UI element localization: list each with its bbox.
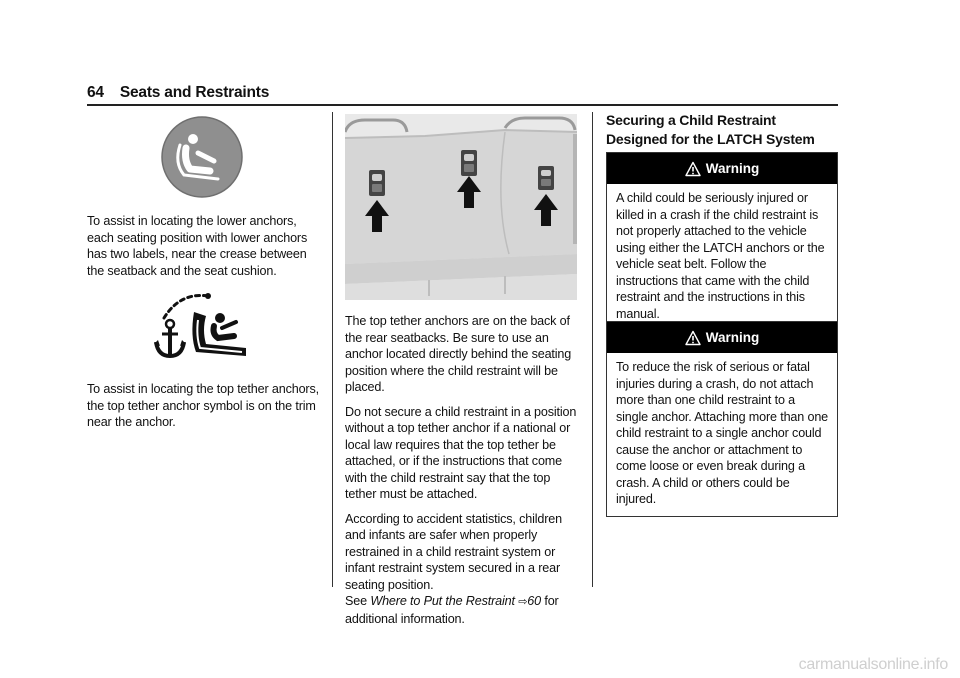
lower-anchor-symbol-icon: [160, 115, 244, 199]
top-tether-anchor-symbol-icon: [150, 290, 250, 362]
warning-label-2: Warning: [705, 330, 760, 345]
page-ref-arrow-icon: ⇨: [518, 596, 528, 608]
warning-label-1: Warning: [705, 161, 760, 176]
latch-section-title: Securing a Child Restraint Designed for the LATCH System: [606, 112, 815, 147]
see-text: See: [345, 594, 367, 608]
column-divider-right: [592, 112, 593, 587]
statistics-text: According to accident statistics, children and infants are safer when properly restrained in a child restraint system or infant restraint system secured in a rear seating position.: [345, 511, 562, 592]
rear-seatback-tether-anchors-photo: [345, 114, 577, 300]
warning-text-2: To reduce the risk of serious or fatal injuries during a crash, do not attach more than one child restraint to a single anchor. Attaching more than one child restraint to a single anchor could cause the anchor or attachment to come loose or even break during a crash. A child or others could be injured.: [616, 360, 829, 506]
watermark: carmanualsonline.info: [798, 656, 948, 673]
page-number: 64: [87, 84, 104, 101]
additional-info-text: for additional information.: [345, 594, 559, 626]
page-header: [87, 84, 269, 102]
top-tether-paragraph: To assist in locating the top tether anchors, the top tether anchor symbol is on the trim near the anchor.: [87, 382, 319, 429]
section-title: Seats and Restraints: [119, 84, 270, 101]
warning-triangle-icon: [685, 161, 701, 177]
warning-text-1: A child could be seriously injured or killed in a crash if the child restraint is not properly attached to the vehicle using either the LATCH anchors or the vehicle seat belt. Follow the instructions that came with the child restraint and the instructions in this manual.: [616, 191, 825, 321]
warning-header-2: [607, 322, 837, 353]
warning-box-1: [606, 152, 838, 331]
cross-reference-link[interactable]: Where to Put the Restraint: [370, 594, 515, 608]
header-rule: [87, 104, 838, 106]
tether-location-paragraph: The top tether anchors are on the back of the rear seatbacks. Be sure to use an anchor located directly behind the seating position where the child restraint will be placed.: [345, 314, 572, 394]
column-divider-left: [332, 112, 333, 587]
statistics-paragraph: [345, 511, 579, 628]
middle-column: [345, 313, 579, 635]
left-column: [87, 213, 322, 287]
warning-box-2: [606, 321, 838, 517]
page-reference[interactable]: 60: [527, 594, 541, 608]
warning-triangle-icon: [685, 330, 701, 346]
tether-law-paragraph: Do not secure a child restraint in a position without a top tether anchor if a national or local law requires that the top tether be attached, or if the instructions that come with the child restraint say that the top tether must be attached.: [345, 404, 577, 501]
lower-anchor-paragraph: To assist in locating the lower anchors, each seating position with lower anchors has two labels, near the crease between the seatback and the seat cushion.: [87, 214, 308, 278]
warning-header-1: [607, 153, 837, 184]
left-column-bottom: [87, 381, 322, 439]
